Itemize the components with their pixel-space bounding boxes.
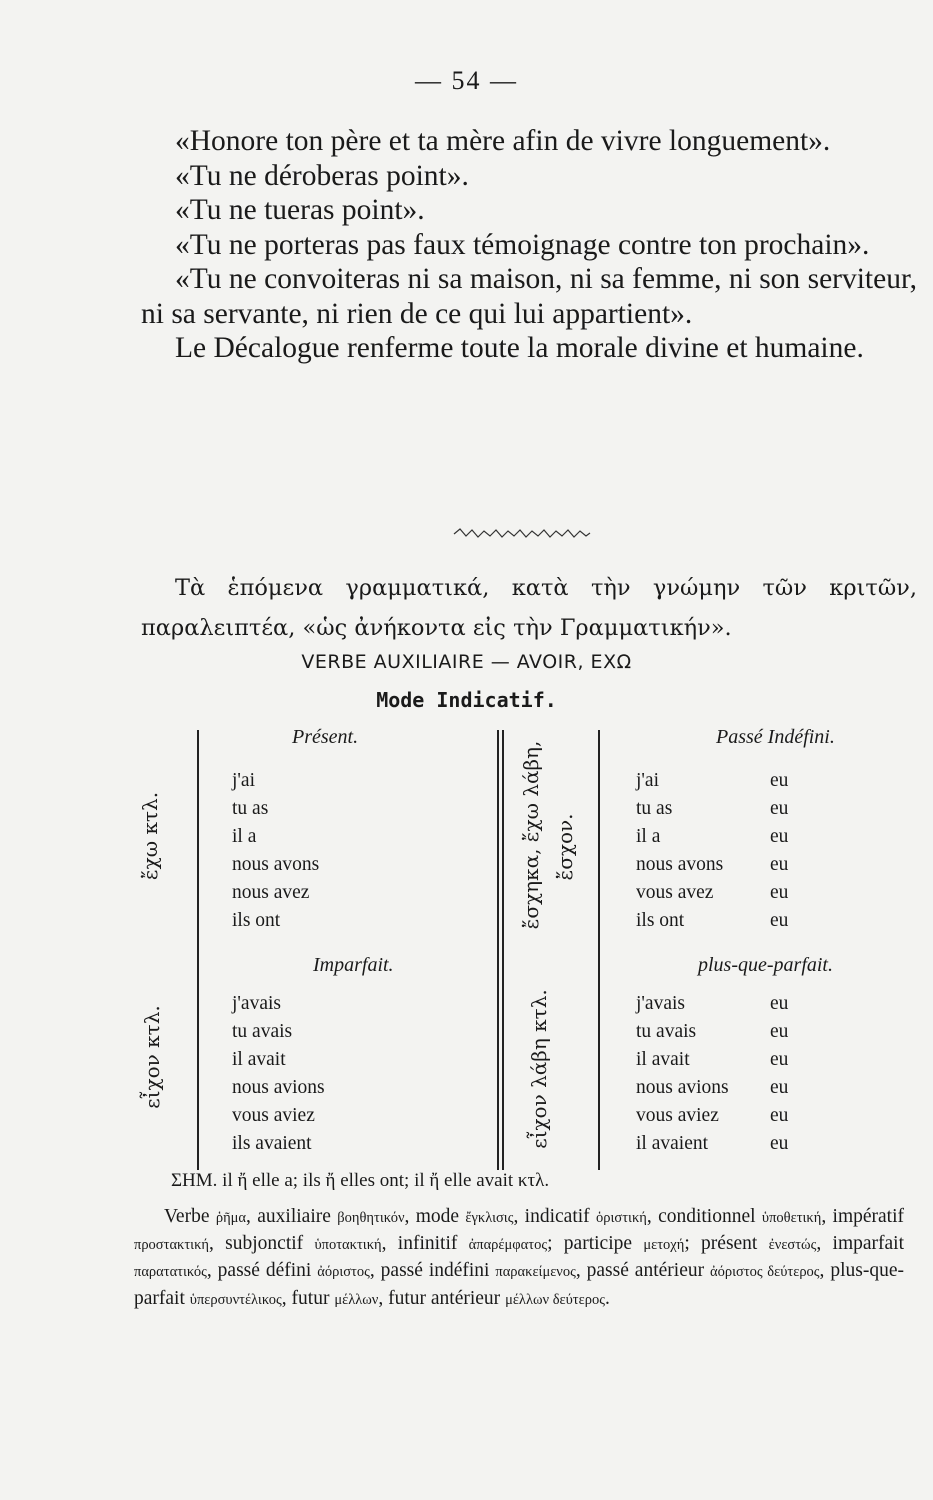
glossary-fragment: , conditionnel: [646, 1206, 762, 1227]
greek-term: ὑπερσυντέλικος: [189, 1291, 282, 1308]
participle: eu: [770, 910, 789, 931]
side-label-imparfait: εἶχον κτλ.: [140, 1005, 164, 1109]
greek-term: ὑποθετική: [761, 1210, 822, 1226]
conj-row: ils ont: [232, 910, 281, 931]
participle: eu: [770, 854, 789, 875]
side-label-plus-que-parfait: εἶχον λάβη κτλ.: [527, 989, 551, 1149]
conj-row: nous avions: [636, 1077, 729, 1098]
conj-row: j'avais: [232, 993, 281, 1014]
glossary-fragment: , indicatif: [513, 1206, 597, 1227]
conj-row: tu as: [232, 798, 269, 819]
conj-row: tu avais: [232, 1021, 293, 1042]
divider-center-b: [502, 730, 504, 1170]
verb-heading: VERBE AUXILIAIRE — AVOIR, ΕΧΩ: [301, 651, 632, 673]
sem-note: ΣΗΜ. il ἤ elle a; ils ἤ elles ont; il ἤ elle avait κτλ.: [171, 1170, 550, 1191]
conj-row: j'ai: [232, 770, 256, 791]
side-label-passe-a: ἔσχηκα, ἔχω λάβη,: [519, 740, 543, 930]
glossary-fragment: ; présent: [684, 1233, 769, 1255]
paragraph: «Honore ton père et ta mère afin de vivre longuement».: [175, 125, 831, 157]
glossary-fragment: , futur: [281, 1287, 335, 1309]
conj-row: vous aviez: [232, 1105, 315, 1126]
greek-term: ἀπαρέμφατος: [468, 1237, 548, 1254]
greek-term: προστακτική: [134, 1237, 209, 1254]
participle: eu: [770, 1049, 789, 1070]
glossary-fragment: , passé défini: [206, 1260, 318, 1282]
conj-row: tu as: [636, 798, 673, 819]
conj-row: il avait: [232, 1049, 286, 1070]
conj-row: il avait: [636, 1049, 690, 1070]
tense-title-plus-que-parfait: plus-que-parfait.: [698, 954, 833, 976]
greek-term: ὁριστική: [596, 1210, 647, 1226]
commandments-text: [141, 124, 917, 366]
greek-term: παρακείμενος: [495, 1264, 576, 1281]
greek-term: παρατατικός: [134, 1264, 207, 1281]
glossary-fragment: Verbe: [164, 1206, 216, 1227]
greek-term: βοηθητικόν: [337, 1210, 405, 1226]
glossary-fragment: , passé antérieur: [575, 1260, 711, 1282]
glossary: [134, 1204, 904, 1313]
conj-row: nous avons: [232, 854, 320, 875]
greek-term: ἀόριστος: [317, 1264, 370, 1281]
tense-title-passe-indefini: Passé Indéfini.: [716, 726, 835, 748]
participle: eu: [770, 993, 789, 1014]
participle: eu: [770, 770, 789, 791]
conj-row: nous avons: [636, 854, 724, 875]
glossary-fragment: .: [604, 1287, 610, 1309]
participle: eu: [770, 882, 789, 903]
tense-title-imparfait: Imparfait.: [313, 954, 394, 976]
greek-term: μετοχή: [643, 1237, 685, 1254]
divider-left: [197, 730, 199, 1170]
paragraph: «Tu ne porteras pas faux témoignage contre ton prochain».: [175, 228, 870, 261]
glossary-text: [134, 1204, 904, 1313]
conj-row: il a: [232, 826, 257, 847]
participle: eu: [770, 798, 789, 819]
glossary-fragment: , mode: [404, 1206, 466, 1227]
conj-row: vous avez: [636, 882, 714, 903]
glossary-fragment: , impératif: [821, 1206, 905, 1227]
greek-term: ἀόριστος δεύτερος: [710, 1264, 820, 1281]
page-number: — 54 —: [415, 66, 518, 95]
tense-title-present: Présent.: [292, 726, 359, 748]
mode-heading: Mode Indicatif.: [376, 688, 557, 712]
glossary-fragment: , imparfait: [816, 1233, 904, 1255]
participle: eu: [770, 1021, 789, 1042]
paragraph: Le Décalogue renferme toute la morale divine et humaine.: [175, 332, 864, 364]
participle: eu: [770, 826, 789, 847]
conj-row: il a: [636, 826, 661, 847]
glossary-fragment: , auxiliaire: [246, 1206, 338, 1227]
greek-term: ἔγκλισις: [465, 1210, 514, 1226]
divider-center-a: [497, 730, 499, 1170]
glossary-fragment: , plus-que-parfait: [134, 1260, 904, 1309]
side-label-present: ἔχω κτλ.: [138, 791, 162, 881]
conj-row: j'avais: [636, 993, 685, 1014]
greek-intro: [141, 568, 917, 648]
conj-row: vous aviez: [636, 1105, 719, 1126]
greek-term: ἐνεστώς: [768, 1237, 817, 1254]
greek-term: ῥῆμα: [215, 1210, 247, 1226]
conj-row: ils avaient: [232, 1133, 312, 1154]
participle: eu: [770, 1133, 789, 1154]
paragraph: «Tu ne convoiteras ni sa maison, ni sa femme, ni son serviteur, ni sa servante, ni rien de ce qui lui appartient».: [141, 263, 917, 330]
divider-right: [598, 730, 600, 1170]
participle: eu: [770, 1105, 789, 1126]
paragraph: «Tu ne tueras point».: [175, 194, 425, 226]
glossary-fragment: , passé indéfini: [369, 1260, 496, 1282]
conj-row: nous avions: [232, 1077, 325, 1098]
glossary-fragment: , infinitif: [381, 1233, 469, 1255]
conj-row: il avaient: [636, 1133, 709, 1154]
glossary-fragment: ; participe: [547, 1233, 644, 1255]
paragraph: «Tu ne déroberas point».: [175, 159, 469, 192]
greek-term: ὑποτακτική: [314, 1237, 382, 1254]
conj-row: j'ai: [636, 770, 660, 791]
greek-term: μέλλων: [334, 1291, 379, 1308]
conj-row: ils ont: [636, 910, 685, 931]
wave-ornament-icon: [452, 527, 592, 541]
conj-row: tu avais: [636, 1021, 697, 1042]
greek-intro-text: Τὰ ἑπόμενα γραμματικά, κατὰ τὴν γνώμην τῶν κριτῶν, παραλειπτέα, «ὡς ἀνήκοντα εἰς τὴν Γραμματικήν».: [141, 575, 917, 641]
glossary-fragment: , subjonctif: [208, 1233, 315, 1255]
participle: eu: [770, 1077, 789, 1098]
greek-term: μέλλων δεύτερος: [505, 1291, 605, 1308]
glossary-fragment: , futur antérieur: [378, 1287, 506, 1309]
side-label-passe-b: ἔσχον.: [553, 813, 577, 881]
conj-row: nous avez: [232, 882, 310, 903]
